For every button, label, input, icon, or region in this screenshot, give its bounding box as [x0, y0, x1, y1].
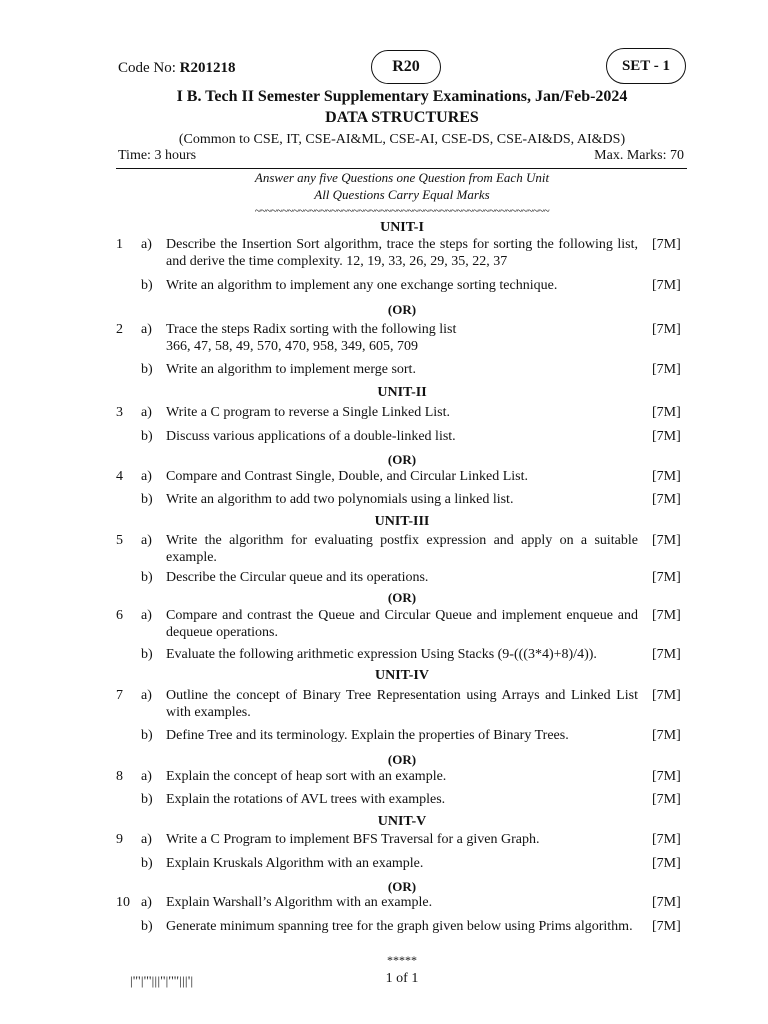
question-part: a) [141, 608, 152, 623]
question-part: a) [141, 895, 152, 910]
barcode-text: |'''|'''|||''|''''|||'| [130, 973, 194, 988]
question-marks: [7M] [652, 278, 681, 293]
header-divider [116, 168, 687, 169]
question-marks: [7M] [652, 322, 681, 337]
question-marks: [7M] [652, 405, 681, 420]
question-text: Write an algorithm to add two polynomials using a linked list. [166, 492, 514, 507]
question-text: Describe the Circular queue and its operations. [166, 570, 429, 585]
question-text: Write an algorithm to implement merge sort. [166, 362, 416, 377]
question-part: b) [141, 728, 153, 743]
subject-title: DATA STRUCTURES [325, 109, 479, 126]
time-label: Time: 3 hours [118, 148, 197, 163]
set-badge: SET - 1 [606, 48, 686, 84]
question-number: 5 [116, 533, 123, 548]
unit-heading-2: UNIT-II [377, 385, 427, 400]
question-text: Write a C Program to implement BFS Traversal for a given Graph. [166, 832, 540, 847]
question-marks: [7M] [652, 728, 681, 743]
question-part: a) [141, 688, 152, 703]
question-marks: [7M] [652, 570, 681, 585]
separator-line: ~~~~~~~~~~~~~~~~~~~~~~~~~~~~~~~~~~~~~~~~~~~~~~~~~~~~~~ [254, 205, 550, 217]
question-marks: [7M] [652, 919, 681, 934]
page-number: 1 of 1 [385, 971, 419, 986]
code-label: Code No: [118, 60, 176, 76]
code-value: R201218 [179, 60, 236, 76]
question-marks: [7M] [652, 492, 681, 507]
question-text: Write a C program to reverse a Single Linked List. [166, 405, 451, 420]
question-marks: [7M] [652, 647, 681, 662]
max-marks-label: Max. Marks: 70 [594, 148, 684, 163]
code-number [118, 60, 236, 77]
question-marks: [7M] [652, 469, 681, 484]
question-number: 10 [116, 895, 130, 910]
question-marks: [7M] [652, 856, 681, 871]
or-separator: (OR) [387, 302, 417, 317]
instruction-line-2: All Questions Carry Equal Marks [314, 187, 490, 202]
question-part: a) [141, 322, 152, 337]
question-part: b) [141, 856, 153, 871]
question-text-line-1: Trace the steps Radix sorting with the following list [166, 322, 457, 337]
question-text: Write an algorithm to implement any one exchange sorting technique. [166, 278, 558, 293]
question-text-line-2: 366, 47, 58, 49, 570, 470, 958, 349, 605, 709 [166, 339, 418, 354]
question-text: Write the algorithm for evaluating postfix expression and apply on a suitable example. [166, 533, 638, 565]
question-part: a) [141, 237, 152, 252]
question-number: 3 [116, 405, 123, 420]
exam-title: I B. Tech II Semester Supplementary Examinations, Jan/Feb-2024 [176, 88, 628, 105]
question-text: Evaluate the following arithmetic expression Using Stacks (9-(((3*4)+8)/4)). [166, 647, 597, 662]
question-text: Compare and Contrast Single, Double, and Circular Linked List. [166, 469, 528, 484]
question-number: 8 [116, 769, 123, 784]
question-text: Generate minimum spanning tree for the graph given below using Prims algorithm. [166, 919, 633, 934]
question-marks: [7M] [652, 608, 681, 623]
or-separator: (OR) [387, 879, 417, 894]
question-part: a) [141, 469, 152, 484]
unit-heading-4: UNIT-IV [375, 668, 429, 683]
question-part: b) [141, 792, 153, 807]
or-separator: (OR) [387, 752, 417, 767]
or-separator: (OR) [387, 590, 417, 605]
question-number: 4 [116, 469, 123, 484]
question-text: Compare and contrast the Queue and Circular Queue and implement enqueue and dequeue operations. [166, 608, 638, 640]
question-text: Discuss various applications of a double-linked list. [166, 429, 456, 444]
question-marks: [7M] [652, 688, 681, 703]
question-marks: [7M] [652, 533, 681, 548]
question-marks: [7M] [652, 792, 681, 807]
end-stars: ***** [387, 953, 417, 967]
question-marks: [7M] [652, 769, 681, 784]
question-part: b) [141, 570, 153, 585]
question-part: a) [141, 769, 152, 784]
common-branches: (Common to CSE, IT, CSE-AI&ML, CSE-AI, CSE-DS, CSE-AI&DS, AI&DS) [178, 132, 626, 147]
or-separator: (OR) [387, 452, 417, 467]
question-part: a) [141, 832, 152, 847]
question-marks: [7M] [652, 429, 681, 444]
question-part: b) [141, 362, 153, 377]
question-text: Explain the concept of heap sort with an example. [166, 769, 447, 784]
question-part: b) [141, 647, 153, 662]
question-number: 7 [116, 688, 123, 703]
question-part: b) [141, 429, 153, 444]
unit-heading-1: UNIT-I [380, 220, 424, 235]
question-number: 6 [116, 608, 123, 623]
question-marks: [7M] [652, 362, 681, 377]
unit-heading-3: UNIT-III [374, 514, 430, 529]
question-text: Explain the rotations of AVL trees with examples. [166, 792, 446, 807]
question-text: Outline the concept of Binary Tree Representation using Arrays and Linked List with examples. [166, 688, 638, 720]
question-text: Explain Kruskals Algorithm with an example. [166, 856, 424, 871]
question-marks: [7M] [652, 832, 681, 847]
regulation-badge: R20 [371, 50, 441, 84]
question-part: a) [141, 405, 152, 420]
question-part: b) [141, 278, 153, 293]
question-text: Describe the Insertion Sort algorithm, trace the steps for sorting the following list, and derive the time complexity. 12, 19, 33, 26, 29, 35, 22, 37 [166, 237, 638, 269]
question-part: b) [141, 492, 153, 507]
instruction-line-1: Answer any five Questions one Question from Each Unit [254, 170, 550, 185]
question-marks: [7M] [652, 895, 681, 910]
question-number: 2 [116, 322, 123, 337]
question-text: Define Tree and its terminology. Explain the properties of Binary Trees. [166, 728, 569, 743]
question-part: b) [141, 919, 153, 934]
question-marks: [7M] [652, 237, 681, 252]
question-number: 9 [116, 832, 123, 847]
question-text [166, 321, 638, 355]
unit-heading-5: UNIT-V [377, 814, 427, 829]
question-number: 1 [116, 237, 123, 252]
question-text: Explain Warshall’s Algorithm with an example. [166, 895, 433, 910]
question-part: a) [141, 533, 152, 548]
